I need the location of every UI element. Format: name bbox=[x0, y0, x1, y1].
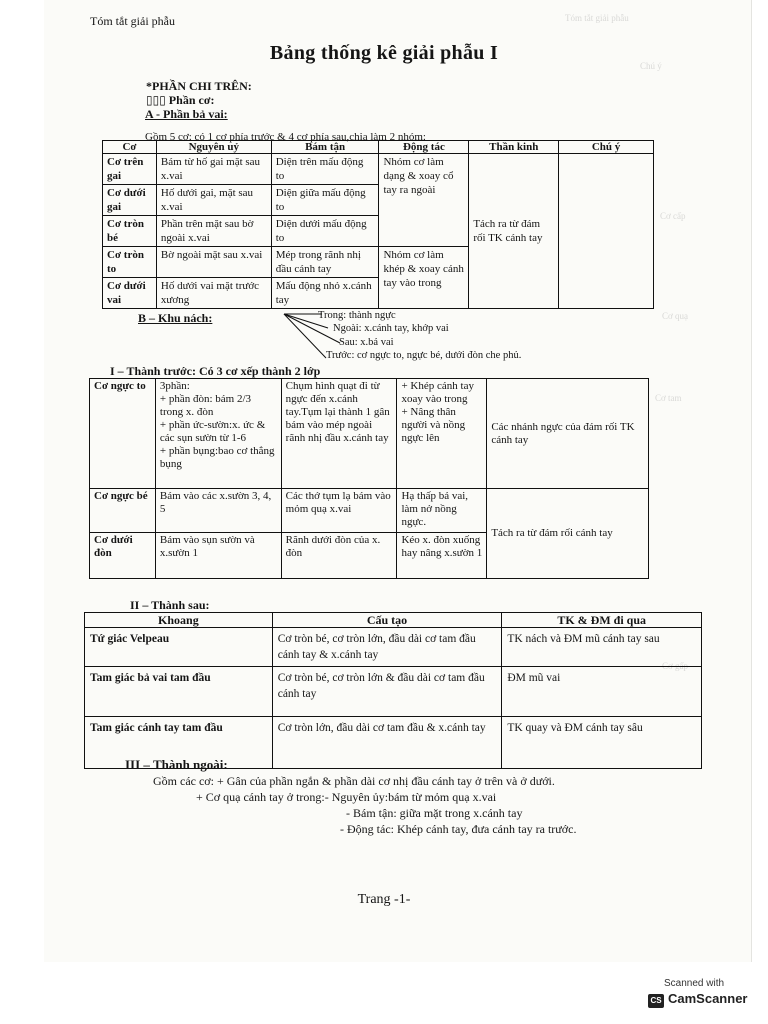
bleed-through-text: Cơ quạ bbox=[662, 311, 689, 321]
posterior-wall-table bbox=[84, 612, 702, 769]
muscle-action: Nhóm cơ làm khép & xoay cánh tay vào trong bbox=[379, 247, 469, 309]
muscle-origin: Hố dưới gai, mặt sau x.vai bbox=[156, 185, 271, 216]
muscle-insertion: Mép trong rãnh nhị đầu cánh tay bbox=[271, 247, 379, 278]
muscle-insertion: Mấu động nhỏ x.cánh tay bbox=[271, 278, 379, 309]
page-title: Bảng thống kê giải phẫu I bbox=[269, 42, 499, 64]
axilla-line: Trước: cơ ngực to, ngực bé, dưới đòn che phủ. bbox=[326, 350, 522, 361]
muscle-name: Cơ ngực bé bbox=[90, 489, 156, 533]
column-header: Chú ý bbox=[559, 141, 654, 154]
outer-wall-line: - Động tác: Khép cánh tay, đưa cánh tay ra trước. bbox=[340, 822, 577, 836]
axilla-line: Trong: thành ngực bbox=[318, 310, 396, 321]
muscle-name: Cơ trên gai bbox=[103, 154, 157, 185]
outer-wall-line: + Cơ quạ cánh tay ở trong:- Nguyên ủy:bám từ mỏm quạ x.vai bbox=[196, 790, 497, 804]
bleed-through-text: Tóm tắt giải phẫu bbox=[565, 13, 629, 23]
muscle-insertion: Các thớ tụm lạ bám vào mỏm quạ x.vai bbox=[281, 489, 397, 533]
muscle-insertion: Chụm hình quạt đi từ ngực đến x.cánh tay.Tụm lại thành 1 gân bám vào mép ngoài rãnh nhị đầu x.cánh tay bbox=[281, 379, 397, 489]
muscle-origin: Hố dưới vai mặt trước xương bbox=[156, 278, 271, 309]
column-header: Cơ bbox=[103, 141, 157, 154]
space-name: Tứ giác Velpeau bbox=[85, 628, 273, 667]
camscanner-logo-icon: CS bbox=[648, 994, 664, 1008]
heading-upper-limb: *PHẦN CHI TRÊN: bbox=[146, 79, 252, 93]
anterior-wall-table bbox=[89, 378, 649, 579]
muscle-insertion: Diện trên mấu động to bbox=[271, 154, 379, 185]
muscle-origin: Bờ ngoài mặt sau x.vai bbox=[156, 247, 271, 278]
column-header: Nguyên uỷ bbox=[156, 141, 271, 154]
column-header: Động tác bbox=[379, 141, 469, 154]
muscle-action: Nhóm cơ làm dạng & xoay cổ tay ra ngoài bbox=[379, 154, 469, 247]
column-header: Thần kinh bbox=[469, 141, 559, 154]
space-structure: Cơ tròn bé, cơ tròn lớn & đầu dài cơ tam đầu cánh tay bbox=[272, 667, 502, 717]
axilla-heading: B – Khu nách: bbox=[138, 311, 213, 325]
column-header: TK & ĐM đi qua bbox=[502, 613, 702, 628]
muscle-action: Hạ thấp bả vai, làm nở nồng ngực. bbox=[397, 489, 487, 533]
muscle-name: Cơ dưới gai bbox=[103, 185, 157, 216]
muscle-origin: Bám từ hố gai mặt sau x.vai bbox=[156, 154, 271, 185]
column-header: Khoang bbox=[85, 613, 273, 628]
anterior-wall-heading: I – Thành trước: Có 3 cơ xếp thành 2 lớp bbox=[110, 364, 321, 378]
muscle-note bbox=[559, 154, 654, 309]
muscle-action: + Khép cánh tay xoay vào trong + Nâng thân người và nồng ngực lên bbox=[397, 379, 487, 489]
header-text: Tóm tắt giải phẫu bbox=[90, 14, 175, 28]
space-name: Tam giác bả vai tam đầu bbox=[85, 667, 273, 717]
shoulder-muscle-table bbox=[102, 140, 654, 309]
muscle-origin: Bám vào sụn sườn và x.sườn 1 bbox=[155, 533, 281, 579]
column-header: Bám tận bbox=[271, 141, 379, 154]
space-structure: Cơ tròn bé, cơ tròn lớn, đầu dài cơ tam đầu cánh tay & x.cánh tay bbox=[272, 628, 502, 667]
muscle-name: Cơ ngực to bbox=[90, 379, 156, 489]
camscanner-watermark bbox=[646, 975, 764, 1015]
heading-muscle: ▯▯▯ Phần cơ: bbox=[146, 93, 215, 107]
muscle-name: Cơ dưới đòn bbox=[90, 533, 156, 579]
muscle-name: Cơ tròn bé bbox=[103, 216, 157, 247]
space-passes: TK quay và ĐM cánh tay sâu bbox=[502, 717, 702, 769]
bleed-through-text: Cơ cấp bbox=[660, 211, 686, 221]
axilla-line: Sau: x.bả vai bbox=[339, 337, 394, 348]
muscle-insertion: Rãnh dưới đòn của x. đòn bbox=[281, 533, 397, 579]
outer-wall-line: Gồm các cơ: + Gân của phần ngắn & phần dài cơ nhị đầu cánh tay ở trên và ở dưới. bbox=[153, 774, 555, 788]
column-header: Cấu tạo bbox=[272, 613, 502, 628]
muscle-name: Cơ dưới vai bbox=[103, 278, 157, 309]
space-name: Tam giác cánh tay tam đầu bbox=[85, 717, 273, 769]
page-number: Trang -1- bbox=[357, 892, 411, 907]
posterior-wall-heading: II – Thành sau: bbox=[130, 598, 210, 612]
muscle-nerve: Tách ra từ đám rối TK cánh tay bbox=[469, 154, 559, 309]
bleed-through-text: Chú ý bbox=[640, 61, 662, 71]
muscle-name: Cơ tròn to bbox=[103, 247, 157, 278]
space-passes: ĐM mũ vai bbox=[502, 667, 702, 717]
outer-wall-heading: III – Thành ngoài: bbox=[125, 757, 228, 772]
axilla-line: Ngoài: x.cánh tay, khớp vai bbox=[333, 323, 449, 334]
muscle-origin: 3phần: + phần đòn: bám 2/3 trong x. đòn + phần ức-sườn:x. ức & các sụn sườn từ 1-6 + phần bụng:bao cơ thẳng bụng bbox=[155, 379, 281, 489]
intro-text: Gồm 5 cơ: có 1 cơ phía trước & 4 cơ phía sau,chia làm 2 nhóm: bbox=[145, 131, 426, 143]
heading-shoulder: A - Phần bả vai: bbox=[145, 107, 228, 121]
scanned-with-label: Scanned with bbox=[664, 978, 725, 989]
muscle-nerve: Các nhánh ngực của đám rối TK cánh tay bbox=[487, 379, 649, 489]
bleed-through-text: Cơ tam bbox=[655, 393, 682, 403]
muscle-insertion: Diện giữa mấu động to bbox=[271, 185, 379, 216]
muscle-origin: Phần trên mặt sau bờ ngoài x.vai bbox=[156, 216, 271, 247]
outer-wall-line: - Bám tận: giữa mặt trong x.cánh tay bbox=[346, 806, 523, 820]
muscle-insertion: Diện dưới mấu động to bbox=[271, 216, 379, 247]
muscle-nerve: Tách ra từ đám rối cánh tay bbox=[487, 489, 649, 579]
muscle-origin: Bám vào các x.sườn 3, 4, 5 bbox=[155, 489, 281, 533]
space-passes: TK nách và ĐM mũ cánh tay sau bbox=[502, 628, 702, 667]
camscanner-name: CamScanner bbox=[668, 991, 748, 1006]
muscle-action: Kéo x. đòn xuống hay nâng x.sườn 1 bbox=[397, 533, 487, 579]
space-structure: Cơ tròn lớn, đầu dài cơ tam đầu & x.cánh tay bbox=[272, 717, 502, 769]
bleed-through-text: Cơ gấp bbox=[662, 661, 689, 671]
